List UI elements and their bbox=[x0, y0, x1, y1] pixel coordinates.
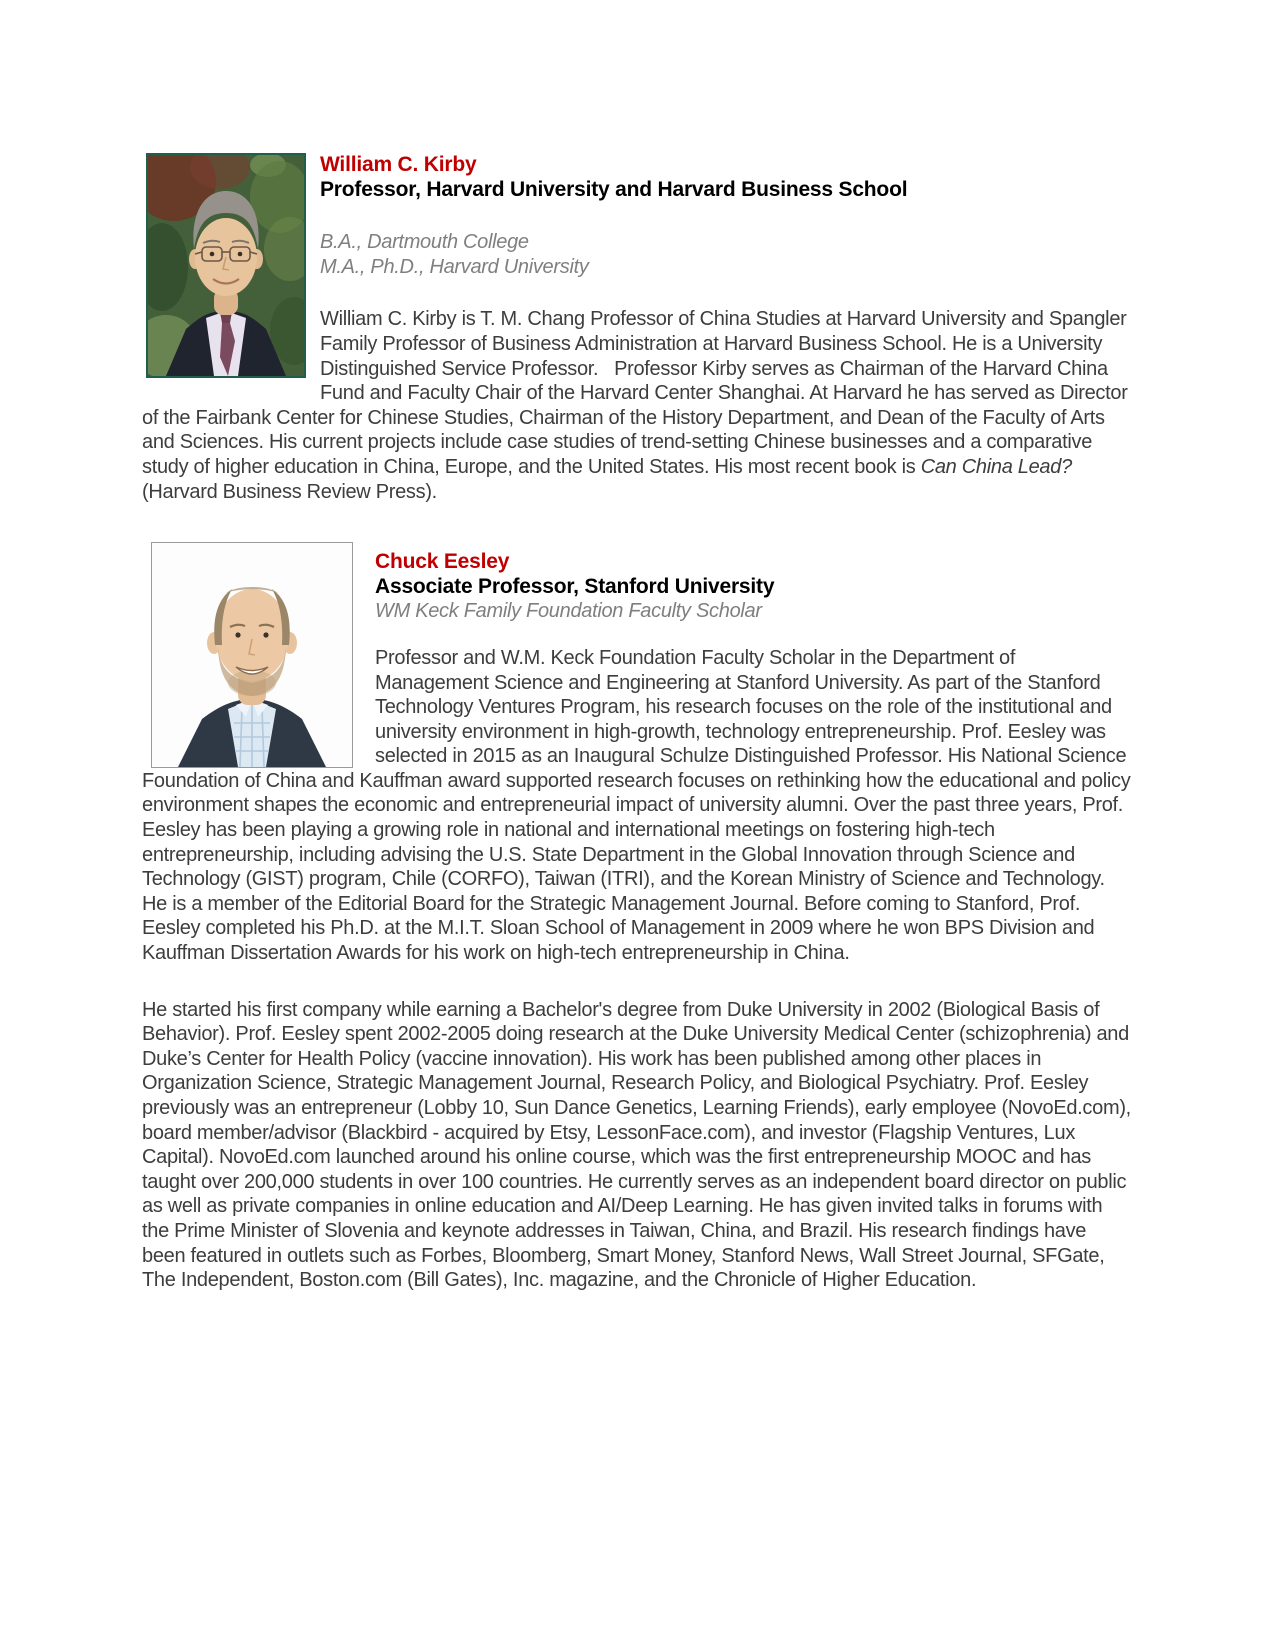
photo-chuck-eesley bbox=[151, 542, 353, 768]
bio-title: Associate Professor, Stanford University bbox=[375, 574, 775, 598]
portrait-photo-icon bbox=[152, 543, 352, 767]
bio-credentials: WM Keck Family Foundation Faculty Scholar bbox=[375, 600, 762, 623]
bio-section-william-kirby bbox=[142, 153, 1134, 504]
bio-paragraph: Professor and W.M. Keck Foundation Faculty Scholar in the Department of Management Science and Engineering at Stanford University. As part of the Stanford Technology Ventures Program, his research focuses on the role of the institutional and university environment in high-growth, technology entrepreneurship. Prof. Eesley was selected in 2015 as an Inaugural Schulze Distinguished Professor. His National Science Foundation of China and Kauffman award supported research focuses on rethinking how the educational and policy environment shapes the economic and entrepreneurial impact of university alumni. Over the past three years, Prof. Eesley has been playing a growing role in national and international meetings on fostering high-tech entrepreneurship, including advising the U.S. State Department in the Global Innovation through Science and Technology (GIST) program, Chile (CORFO), Taiwan (ITRI), and the Korean Ministry of Science and Technology. He is a member of the Editorial Board for the Strategic Management Journal. Before coming to Stanford, Prof. Eesley completed his Ph.D. at the M.I.T. Sloan School of Management in 2009 where he won BPS Division and Kauffman Dissertation Awards for his work on high-tech entrepreneurship in China. bbox=[142, 646, 1131, 965]
portrait-photo-icon bbox=[148, 155, 304, 376]
bio-text: William C. Kirby is T. M. Chang Professor of China Studies at Harvard University and Spangler Family Professor of Business Administration at Harvard Business School. He is a University Distinguished Service Professor. Professor Kirby serves as Chairman of the Harvard China Fund and Faculty Chair of the Harvard Center Shanghai. At Harvard he has served as Director of the Fairbank Center for Chinese Studies, Chairman of the History Department, and Dean of the Faculty of Arts and Sciences. His current projects include case studies of trend-setting Chinese businesses and a comparative study of higher education in China, Europe, and the United States. His most recent book is bbox=[142, 308, 1128, 478]
bio-title: Professor, Harvard University and Harvard Business School bbox=[320, 177, 908, 201]
credential-line: M.A., Ph.D., Harvard University bbox=[320, 255, 589, 278]
book-title-italic: Can China Lead? bbox=[920, 455, 1072, 478]
photo-william-kirby bbox=[146, 153, 306, 378]
bio-name: Chuck Eesley bbox=[375, 550, 510, 574]
bio-paragraph: He started his first company while earning a Bachelor's degree from Duke University in 2002 (Biological Basis of Behavior). Prof. Eesley spent 2002-2005 doing research at the Duke University Medical Center (schizophrenia) and Duke’s Center for Health Policy (vaccine innovation). His work has been published among other places in Organization Science, Strategic Management Journal, Research Policy, and Biological Psychiatry. Prof. Eesley previously was an entrepreneur (Lobby 10, Sun Dance Genetics, Learning Friends), early employee (NovoEd.com), board member/advisor (Blackbird - acquired by Etsy, LessonFace.com), and investor (Flagship Ventures, Lux Capital). NovoEd.com launched around his online course, which was the first entrepreneurship MOOC and has taught over 200,000 students in over 100 countries. He currently serves as an independent board director on public as well as private companies in online education and AI/Deep Learning. He has given invited talks in forums with the Prime Minister of Slovenia and keynote addresses in Taiwan, China, and Brazil. His research findings have been featured in outlets such as Forbes, Bloomberg, Smart Money, Stanford News, Wall Street Journal, SFGate, The Independent, Boston.com (Bill Gates), Inc. magazine, and the Chronicle of Higher Education. bbox=[142, 998, 1131, 1292]
bio-text: (Harvard Business Review Press). bbox=[142, 480, 437, 503]
bio-section-chuck-eesley bbox=[142, 542, 1134, 1293]
document-content bbox=[142, 0, 1134, 1293]
credential-line: B.A., Dartmouth College bbox=[320, 231, 529, 254]
bio-name: William C. Kirby bbox=[320, 153, 477, 176]
